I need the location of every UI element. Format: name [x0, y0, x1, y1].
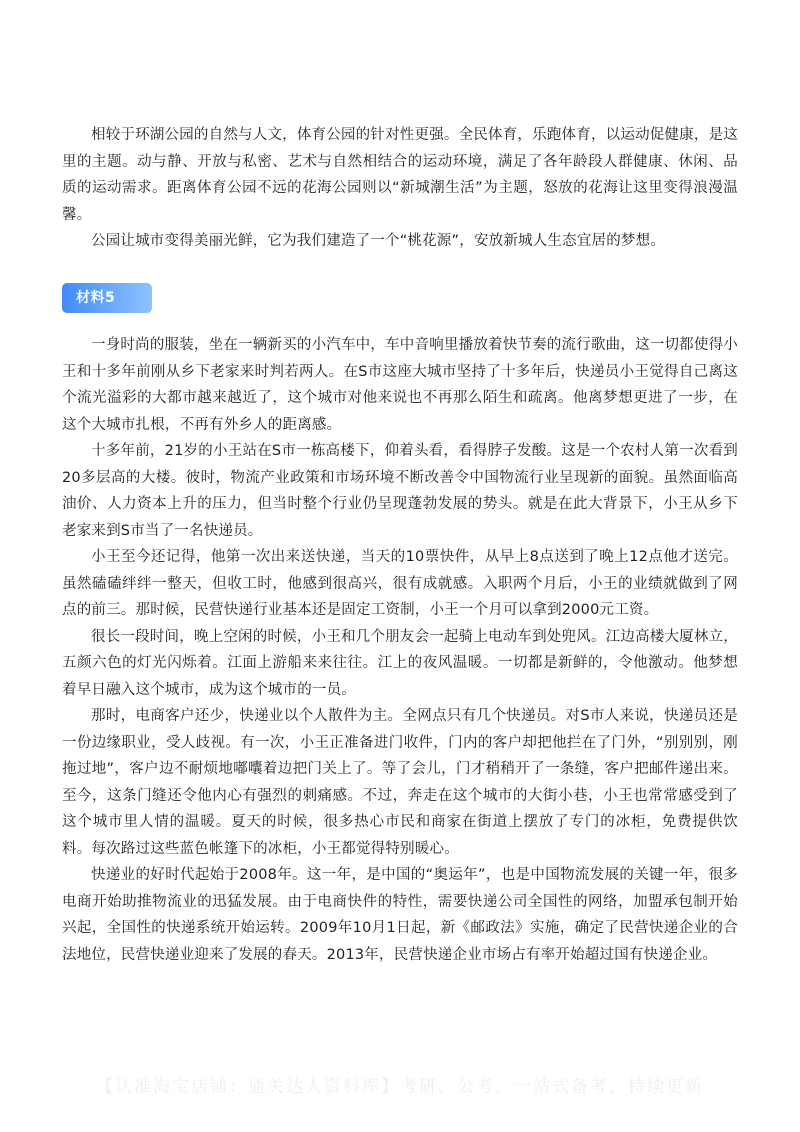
paragraph: 很长一段时间，晚上空闲的时候，小王和几个朋友会一起骑上电动车到处兜风。江边高楼大厦林立，五颜六色的灯光闪烁着。江面上游船来来往往。江上的夜风温暖。一切都是新鲜的，令他激动。他梦想着早日融入这个城市，成为这个城市的一员。: [62, 628, 738, 698]
material-label-badge: 材料5: [62, 283, 152, 313]
paragraph: 那时，电商客户还少，快递业以个人散件为主。全网点只有几个快递员。对S市人来说，快递员还是一份边缘职业，受人歧视。有一次，小王正准备进门收件，门内的客户却把他拦在了门外，“别别别，刚拖过地”，客户边不耐烦地嘟囔着边把门关上了。等了会儿，门才稍稍开了一条缝，客户把邮件递出来。至今，这条门缝还令他内心有强烈的刺痛感。不过，奔走在这个城市的大街小巷，小王也常常感受到了这个城市里人情的温暖。夏天的时候，很多热心市民和商家在街道上摆放了专门的冰柜，免费提供饮料。每次路过这些蓝色帐篷下的冰柜，小王都觉得特别暖心。: [62, 708, 739, 857]
section-park-text: [62, 122, 738, 255]
paragraph: 十多年前，21岁的小王站在S市一栋高楼下，仰着头看，看得脖子发酸。这是一个农村人第一次看到20多层高的大楼。彼时，物流产业政策和市场环境不断改善令中国物流行业呈现新的面貌。虽然面临高油价、人力资本上升的压力，但当时整个行业仍呈现蓬勃发展的势头。就是在此大背景下，小王从乡下老家来到S市当了一名快递员。: [62, 443, 738, 539]
section-material-5-text: [62, 332, 738, 968]
paragraph: 一身时尚的服装，坐在一辆新买的小汽车中，车中音响里播放着快节奏的流行歌曲，这一切都使得小王和十多年前刚从乡下老家来时判若两人。在S市这座大城市坚持了十多年后，快递员小王觉得自己离这个流光溢彩的大都市越来越近了，这个城市对他来说也不再那么陌生和疏离。他离梦想更进了一步，在这个大城市扎根，不再有外乡人的距离感。: [62, 337, 738, 433]
paragraph: 相较于环湖公园的自然与人文，体育公园的针对性更强。全民体育，乐跑体育，以运动促健康，是这里的主题。动与静、开放与私密、艺术与自然相结合的运动环境，满足了各年龄段人群健康、休闲、品质的运动需求。距离体育公园不远的花海公园则以“新城潮生活”为主题，怒放的花海让这里变得浪漫温馨。: [62, 127, 738, 223]
paragraph: 公园让城市变得美丽光鲜，它为我们建造了一个“桃花源”，安放新城人生态宜居的梦想。: [91, 233, 666, 249]
paragraph: 快递业的好时代起始于2008年。这一年，是中国的“奥运年”，也是中国物流发展的关键一年，很多电商开始助推物流业的迅猛发展。由于电商快件的特性，需要快递公司全国性的网络，加盟承包制开始兴起，全国性的快递系统开始运转。2009年10月1日起，新《邮政法》实施，确定了民营快递企业的合法地位，民营快递业迎来了发展的春天。2013年，民营快递企业市场占有率开始超过国有快递企业。: [62, 867, 738, 963]
paragraph: 小王至今还记得，他第一次出来送快递，当天的10票快件，从早上8点送到了晚上12点他才送完。虽然磕磕绊绊一整天，但收工时，他感到很高兴，很有成就感。入职两个月后，小王的业绩就做到了网点的前三。那时候，民营快递行业基本还是固定工资制，小王一个月可以拿到2000元工资。: [62, 549, 738, 618]
footer-watermark: 【认准淘宝店铺：通关达人资料库】考研、公考，一站式备考，持续更新: [96, 1077, 704, 1097]
